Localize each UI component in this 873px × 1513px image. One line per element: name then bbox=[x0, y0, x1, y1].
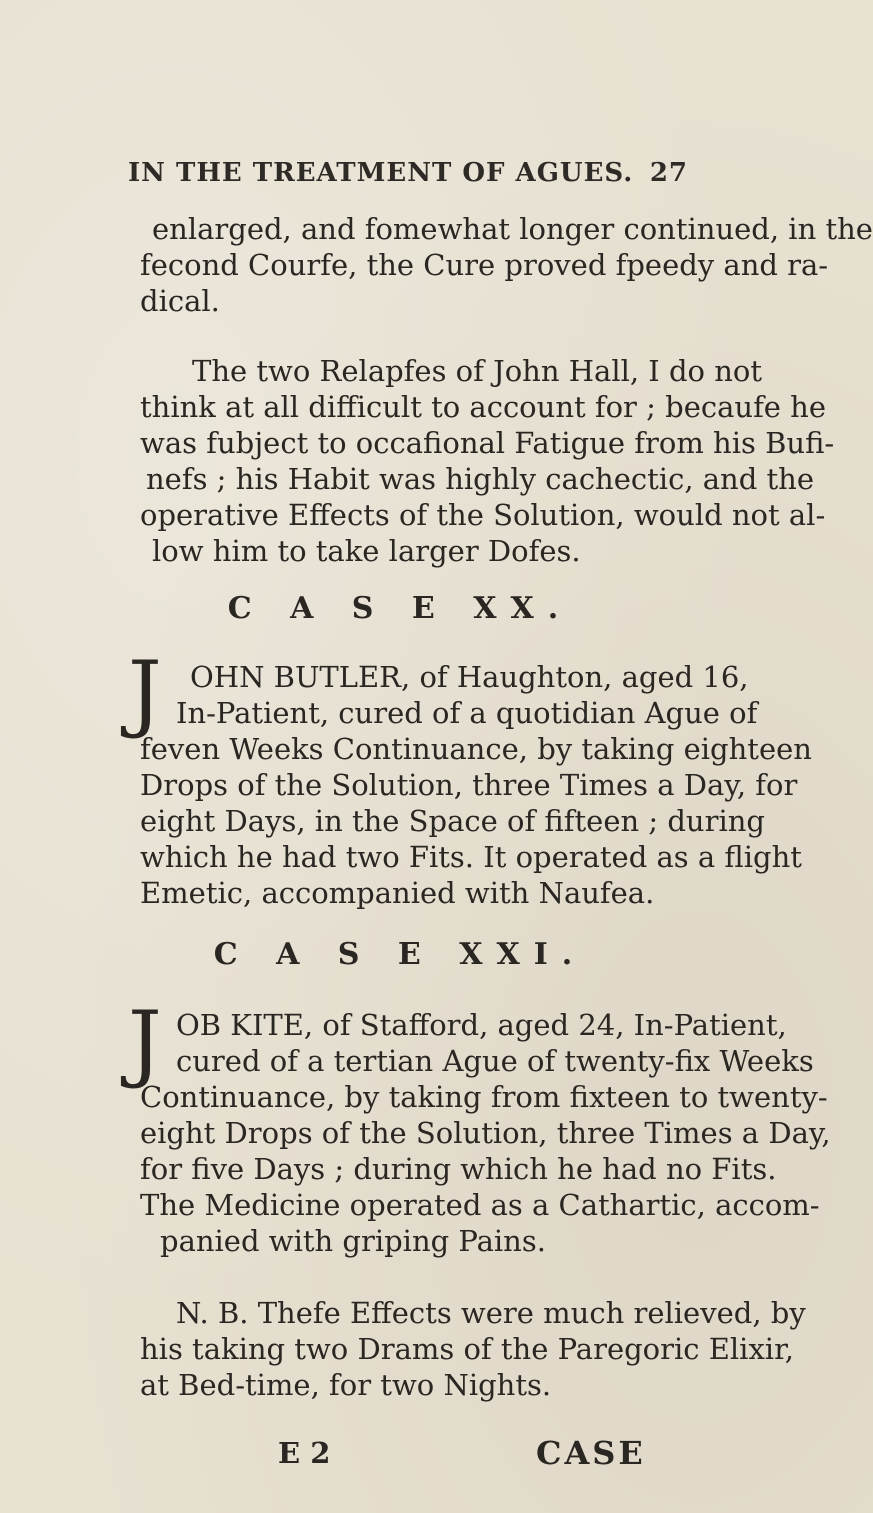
running-head-title: IN THE TREATMENT OF AGUES. bbox=[128, 158, 634, 188]
text-line: nefs ; his Habit was highly cachectic, and the bbox=[146, 462, 814, 496]
text-line: fecond Courfe, the Cure proved fpeedy and ra- bbox=[140, 248, 829, 282]
page-number: 27 bbox=[649, 158, 688, 188]
case-heading: C A S E XXI. bbox=[213, 937, 587, 972]
text-line: was fubject to occafional Fatigue from his Bufi- bbox=[140, 426, 835, 460]
text-line: think at all difficult to account for ; becaufe he bbox=[140, 390, 827, 424]
text-line: which he had two Fits. It operated as a flight bbox=[140, 840, 802, 874]
text-line: N. B. Thefe Effects were much relieved, by bbox=[176, 1296, 806, 1330]
text-line: OB KITE, of Stafford, aged 24, In-Patient, bbox=[176, 1008, 787, 1042]
text-line: The two Relapfes of John Hall, I do not bbox=[192, 354, 763, 388]
text-line: The Medicine operated as a Cathartic, accom- bbox=[140, 1188, 820, 1222]
text-line: Drops of the Solution, three Times a Day, for bbox=[140, 768, 798, 802]
text-line: panied with griping Pains. bbox=[160, 1224, 546, 1258]
case-heading: C A S E XX. bbox=[227, 591, 573, 626]
text-line: low him to take larger Dofes. bbox=[152, 534, 581, 568]
text-line: operative Effects of the Solution, would not al- bbox=[140, 498, 826, 532]
text-line: Continuance, by taking from fixteen to twenty- bbox=[140, 1080, 828, 1114]
text-line: for five Days ; during which he had no Fits. bbox=[140, 1152, 777, 1186]
text-line: his taking two Drams of the Paregoric Elixir, bbox=[140, 1332, 794, 1366]
text-line: OHN BUTLER, of Haughton, aged 16, bbox=[190, 660, 749, 694]
text-line: dical. bbox=[140, 284, 220, 318]
signature-mark: E 2 bbox=[278, 1436, 331, 1470]
drop-cap: J bbox=[128, 993, 162, 1091]
text-line: eight Days, in the Space of fifteen ; during bbox=[140, 804, 765, 838]
text-line: at Bed-time, for two Nights. bbox=[140, 1368, 552, 1402]
text-line: feven Weeks Continuance, by taking eighteen bbox=[140, 732, 812, 766]
text-line: In-Patient, cured of a quotidian Ague of bbox=[176, 696, 758, 730]
drop-cap: J bbox=[128, 643, 162, 741]
text-line: cured of a tertian Ague of twenty-fix Weeks bbox=[176, 1044, 814, 1078]
running-head bbox=[128, 158, 688, 188]
text-line: eight Drops of the Solution, three Times a Day, bbox=[140, 1116, 831, 1150]
catchword: CASE bbox=[536, 1434, 646, 1472]
text-line: enlarged, and fomewhat longer continued, in the bbox=[152, 212, 873, 246]
text-line: Emetic, accompanied with Naufea. bbox=[140, 876, 655, 910]
